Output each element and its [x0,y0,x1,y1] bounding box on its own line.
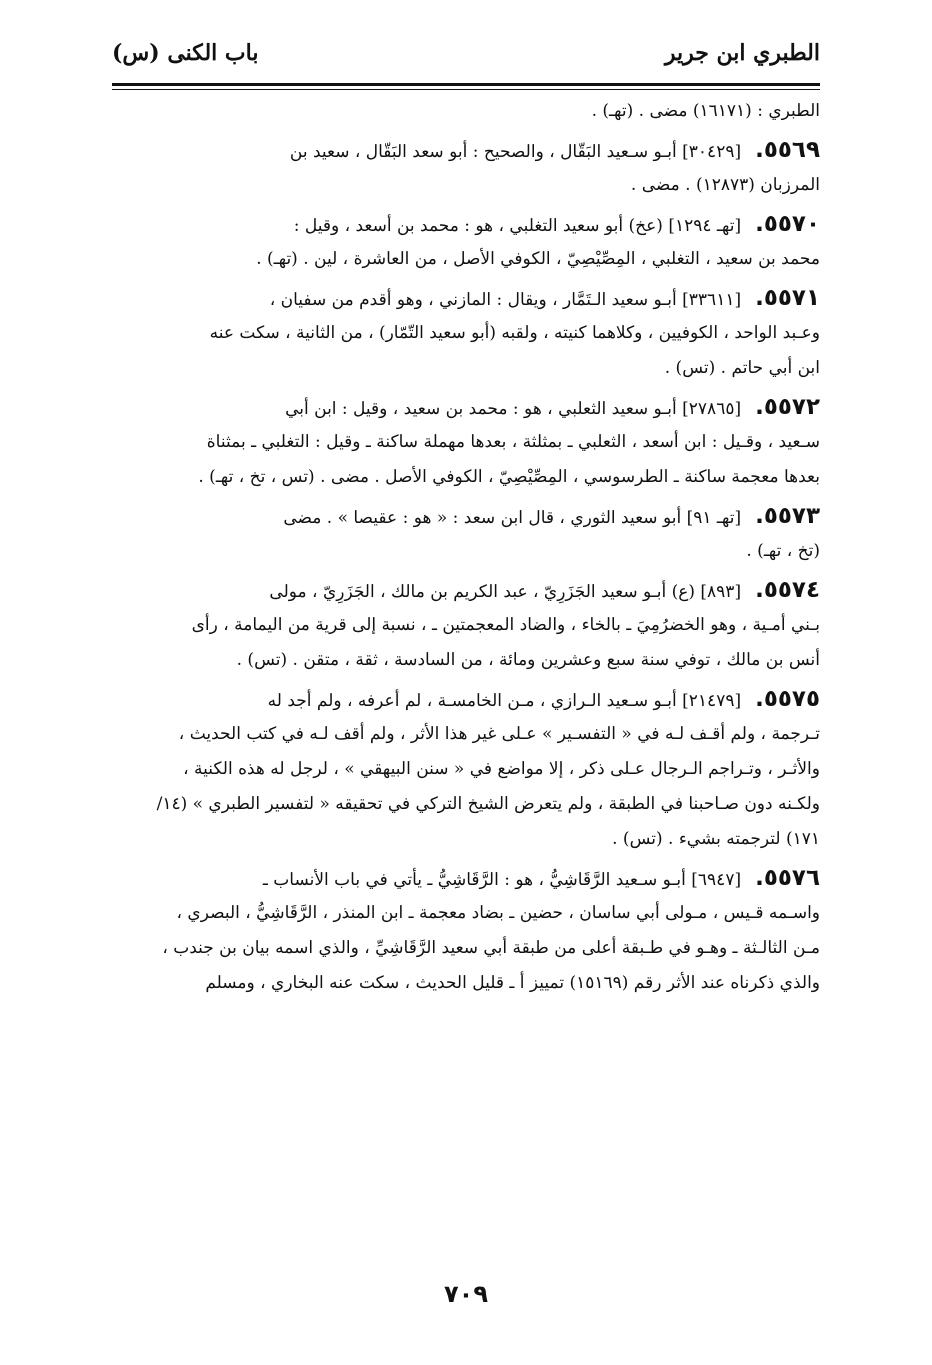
entry-first-line [112,207,820,242]
entry-text: [٣٠٤٢٩] أبـو سـعيد البَقّال ، والصحيح : أبو سعد البَقّال ، سعيد بن [289,142,742,162]
entry-text-line: بـني أمـية ، وهو الخضرُمِيَ ـ بالخاء ، والضاد المعجمتين ـ ، نسبة إلى قرية من اليمامة ، رأى [191,615,820,635]
entry-first-line [112,133,820,168]
entry-text: [٦٩٤٧] أبـو سـعيد الرَّقَاشِيُّ ، هو : الرَّقَاشِيُّ ـ يأتي في باب الأنساب ـ [262,870,742,890]
running-header [112,36,820,76]
entry [112,573,820,682]
page-body [112,94,820,1005]
entry-text-line: وعـبد الواحد ، الكوفيين ، وكلاهما كنيته ، ولقبه (أبو سعيد التّمّار) ، من الثانية ، سكت عنه [209,323,820,343]
entry-text: [٣٣٦١١] أبـو سعيد الـتَمَّار ، ويقال : المازني ، وهو أقدم من سفيان ، [269,290,742,310]
entry-first-line [112,861,820,896]
header-rule-thick [112,83,820,86]
entry [112,281,820,390]
entry [112,133,820,207]
header-rule-thin [112,89,820,90]
entry [112,390,820,499]
entry-text-line: ابن أبي حاتم . (تس) . [664,358,820,378]
entry-number: ٥٥٧٠. [755,211,820,237]
entry-text-line: بعدها معجمة ساكنة ـ الطرسوسي ، المِصِّيْصِيّ ، الكوفي الأصل . مضى . (تس ، تخ ، تهـ) . [198,467,820,487]
entry-text-line: والأثـر ، وتـراجم الـرجال عـلى ذكر ، إلا مواضع في « سنن البيهقي » ، لرجل له هذه الكنية ، [183,759,820,779]
header-chapter-title: باب الكنى (س) [112,40,259,66]
entry [112,861,820,1005]
entry-first-line [112,390,820,425]
entry-first-line [112,573,820,608]
entry-text: [تهـ ١٢٩٤] (عخ) أبو سعيد التغلبي ، هو : محمد بن أسعد ، وقيل : [293,216,742,236]
entry-first-line [112,499,820,534]
entry-number: ٥٥٧٣. [755,503,820,529]
page-number: ٧٠٩ [444,1280,488,1308]
entry-text: [٨٩٣] (ع) أبـو سعيد الجَزَرِيّ ، عبد الكريم بن مالك ، الجَزَرِيّ ، مولى [269,582,742,602]
entry-text-line: ١٧١) لترجمته بشيء . (تس) . [612,829,820,849]
entry-text-line: واسـمه قـيس ، مـولى أبي ساسان ، حضين ـ بضاد معجمة ـ ابن المنذر ، الرَّقَاشِيُّ ، البصري ، [176,903,820,923]
entry [112,207,820,281]
entry-first-line [112,682,820,717]
intro-line: الطبري : (١٦١٧١) مضى . (تهـ) . [591,101,820,121]
entry-text: [تهـ ٩١] أبو سعيد الثوري ، قال ابن سعد : « هو : عقيصا » . مضى [283,508,742,528]
entry [112,682,820,861]
entry-text: [٢٧٨٦٥] أبـو سعيد الثعلبي ، هو : محمد بن سعيد ، وقيل : ابن أبي [285,399,742,419]
entry-text-line: (تخ ، تهـ) . [746,541,820,561]
entry-number: ٥٥٧٥. [755,686,820,712]
entry-number: ٥٥٧٦. [755,865,820,891]
entry-number: ٥٥٧٤. [755,577,820,603]
entry-text: [٢١٤٧٩] أبـو سـعيد الـرازي ، مـن الخامسـة ، لم أعرفه ، ولم أجد له [267,691,742,711]
entries-list [112,133,820,1005]
entry-text-line: أنس بن مالك ، توفي سنة سبع وعشرين ومائة ، من السادسة ، ثقة ، متقن . (تس) . [236,650,820,670]
entry-text-line: تـرجمة ، ولم أقـف لـه في « التفسـير » عـلى غير هذا الأثر ، ولم أقف لـه في كتب الحديث ، [178,724,820,744]
header-author-title: الطبري ابن جرير [664,40,820,66]
entry [112,499,820,573]
entry-text-line: المرزبان (١٢٨٧٣) . مضى . [630,175,820,195]
entry-number: ٥٥٧٢. [755,394,820,420]
entry-text-line: مـن الثالـثة ـ وهـو في طـبقة أعلى من طبقة أبي سعيد الرَّقَاشِيِّ ، والذي اسمه بيان بن جندب ، [162,938,820,958]
entry-number: ٥٥٦٩. [755,137,820,163]
entry-number: ٥٥٧١. [755,285,820,311]
entry-text-line: ولكـنه دون صـاحبنا في الطبقة ، ولم يتعرض الشيخ التركي في تحقيقه « لتفسير الطبري » (١٤/ [156,794,820,814]
entry-text-line: والذي ذكرناه عند الأثر رقم (١٥١٦٩) تمييز أ ـ قليل الحديث ، سكت عنه البخاري ، ومسلم [205,973,820,993]
entry-text-line: محمد بن سعيد ، التغلبي ، المِصِّيْصِيّ ، الكوفي الأصل ، من العاشرة ، لين . (تهـ) . [256,249,820,269]
entry-text-line: سـعيد ، وقـيل : ابن أسعد ، الثعلبي ـ بمثلثة ، بعدها مهملة ساكنة ـ وقيل : التغلبي ـ بمثناة [206,432,820,452]
entry-first-line [112,281,820,316]
